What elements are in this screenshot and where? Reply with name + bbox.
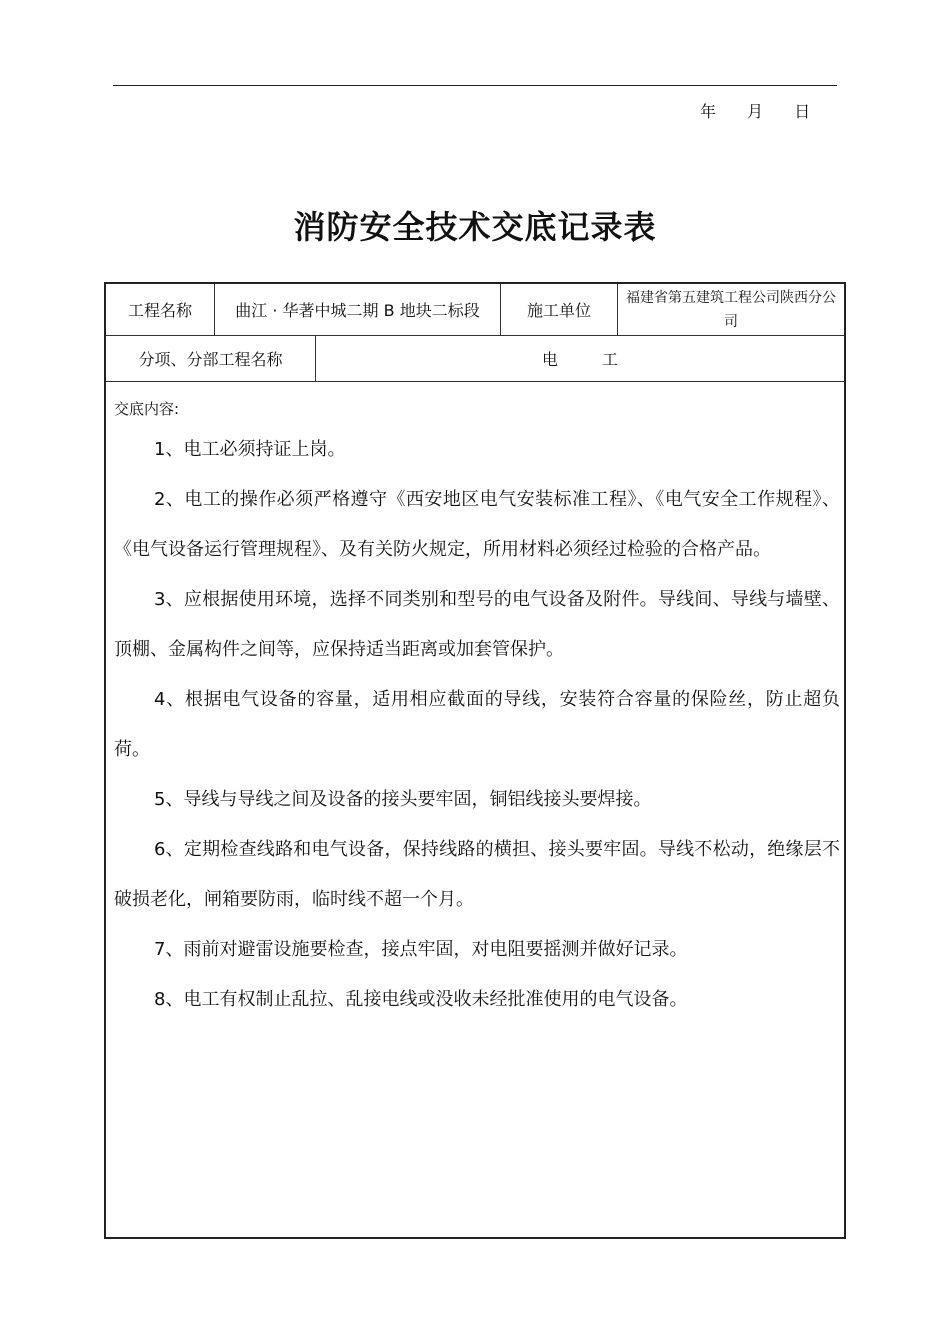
disclosure-content (114, 398, 842, 1025)
content-item: 1、电工必须持证上岗。 (154, 439, 346, 460)
content-item: 2、电工的操作必须严格遵守《西安地区电气安装标准工程》、《电气安全工作规程》、《电气设备运行管理规程》、及有关防火规定，所用材料必须经过检验的合格产品。 (114, 489, 840, 560)
content-label: 交底内容: (114, 400, 180, 418)
date-line (700, 99, 810, 122)
content-item: 5、导线与导线之间及设备的接头要牢固，铜铝线接头要焊接。 (154, 789, 652, 810)
date-day-label: 日 (794, 102, 811, 121)
project-info-row (106, 284, 844, 336)
project-name-value: 曲江 · 华著中城二期 B 地块二标段 (235, 301, 480, 320)
construction-unit-label: 施工单位 (526, 301, 591, 320)
document-title: 消防安全技术交底记录表 (293, 208, 657, 246)
construction-unit-value: 福建省第五建筑工程公司陕西分公司 (626, 289, 836, 330)
header-rule (113, 85, 837, 86)
content-item: 3、应根据使用环境，选择不同类别和型号的电气设备及附件。导线间、导线与墙壁、顶棚、金属构件之间等，应保持适当距离或加套管保护。 (114, 589, 840, 660)
date-year-label: 年 (700, 102, 717, 121)
subproject-value: 电工 (541, 350, 662, 369)
subproject-label: 分项、分部工程名称 (138, 350, 283, 369)
content-item: 6、定期检查线路和电气设备，保持线路的横担、接头要牢固。导线不松动，绝缘层不破损老化，闸箱要防雨，临时线不超一个月。 (114, 839, 840, 910)
date-month-label: 月 (747, 102, 764, 121)
content-item: 4、根据电气设备的容量，适用相应截面的导线，安装符合容量的保险丝，防止超负荷。 (114, 689, 840, 760)
record-form (104, 282, 846, 1239)
subproject-row (106, 336, 844, 382)
project-name-label: 工程名称 (127, 301, 192, 320)
content-item: 8、电工有权制止乱拉、乱接电线或没收未经批准使用的电气设备。 (154, 989, 688, 1010)
content-item: 7、雨前对避雷设施要检查，接点牢固，对电阻要摇测并做好记录。 (154, 939, 688, 960)
